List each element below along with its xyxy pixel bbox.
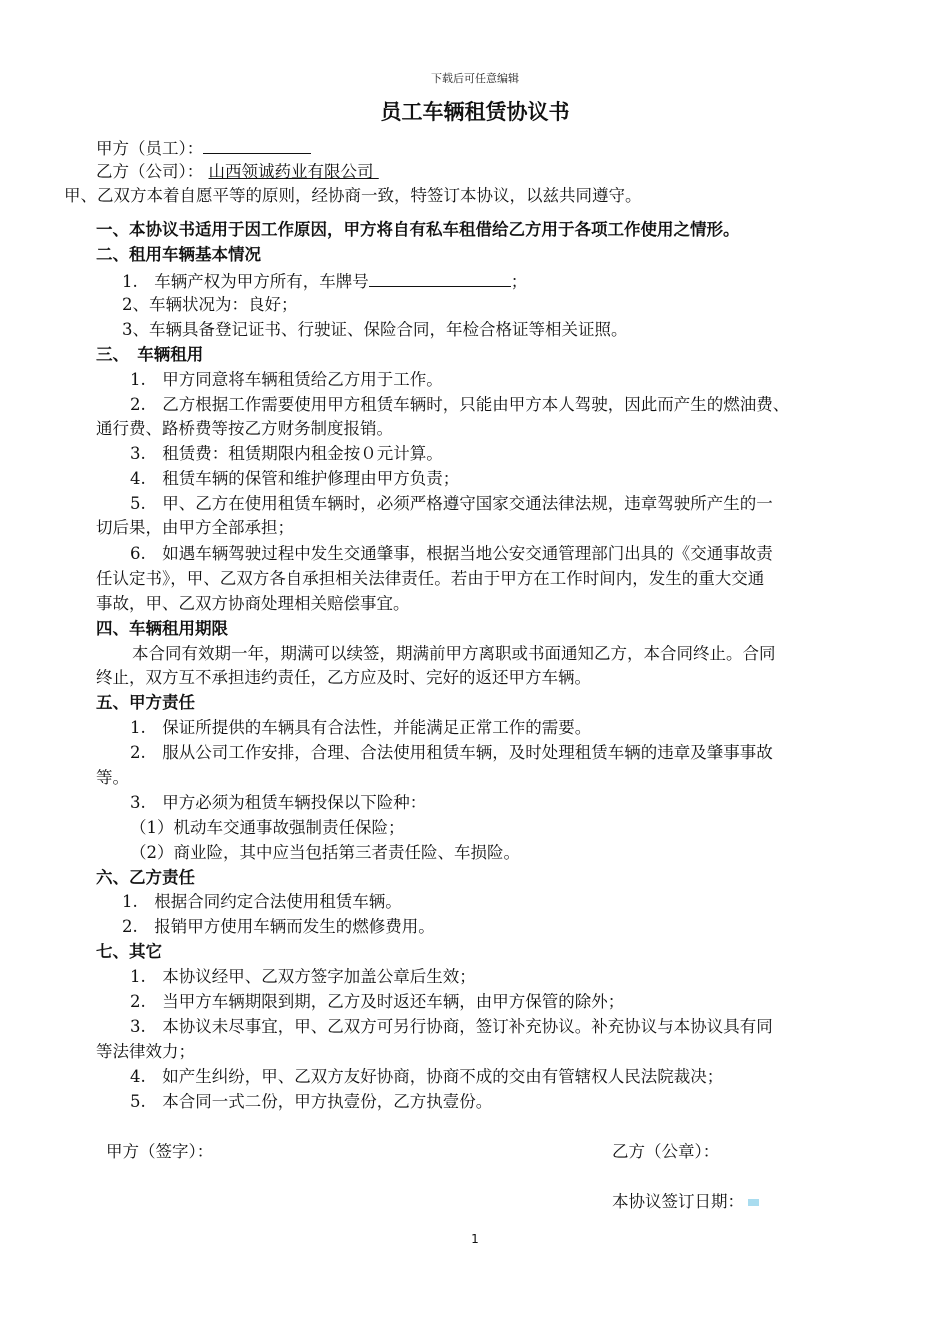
section-7-heading: 七、其它 [96,942,162,961]
signing-date: 本协议签订日期： [612,1190,759,1214]
page-number: 1 [471,1232,479,1246]
section-1: 一、本协议书适用于因工作原因，甲方将自有私车租借给乙方用于各项工作使用之情形。 [96,220,740,239]
section-2-item-1: 1. 车辆产权为甲方所有，车牌号 ； [122,268,527,294]
party-a-blank[interactable] [203,135,311,154]
section-3-item-5: 5. 甲、乙方在使用租赁车辆时，必须严格遵守国家交通法律法规，违章驾驶所产生的一 [130,494,773,513]
section-3-item-5-cont: 切后果，由甲方全部承担； [96,518,294,537]
section-3-item-1: 1. 甲方同意将车辆租赁给乙方用于工作。 [130,370,443,389]
header-note: 下载后可任意编辑 [431,72,519,85]
section-7-item-3-cont: 等法律效力； [96,1042,195,1061]
section-3-item-3: 3. 租赁费：租赁期限内租金按０元计算。 [130,444,443,463]
section-7-item-4: 4. 如产生纠纷，甲、乙双方友好协商，协商不成的交由有管辖权人民法院裁决； [130,1067,724,1086]
section-2-item-2: 2、车辆状况为：良好； [122,295,298,314]
date-highlight-marker [748,1199,759,1206]
plate-number-blank[interactable] [369,268,511,287]
section-6-item-1: 1. 根据合同约定合法使用租赁车辆。 [122,892,402,911]
section-7-item-3: 3. 本协议未尽事宜，甲、乙双方可另行协商，签订补充协议。补充协议与本协议具有同 [130,1017,773,1036]
intro-text: 甲、乙双方本着自愿平等的原则，经协商一致，特签订本协议，以兹共同遵守。 [64,186,642,205]
section-5-item-1: 1. 保证所提供的车辆具有合法性，并能满足正常工作的需要。 [130,718,592,737]
section-3-heading: 三、 车辆租用 [96,345,204,364]
section-7-item-1: 1. 本协议经甲、乙双方签字加盖公章后生效； [130,967,476,986]
section-2-heading: 二、租用车辆基本情况 [96,245,261,264]
section-5-item-2: 2. 服从公司工作安排，合理、合法使用租赁车辆，及时处理租赁车辆的违章及肇事事故 [130,743,773,762]
section-3-item-6-cont2: 事故，甲、乙双方协商处理相关赔偿事宜。 [96,594,410,613]
section-4-text: 本合同有效期一年，期满可以续签，期满前甲方离职或书面通知乙方，本合同终止。合同 [132,644,776,663]
section-7-item-2: 2. 当甲方车辆期限到期，乙方及时返还车辆，由甲方保管的除外； [130,992,625,1011]
section-4-heading: 四、车辆租用期限 [96,619,228,638]
section-3-item-4: 4. 租赁车辆的保管和维护修理由甲方负责； [130,469,460,488]
section-6-item-2: 2. 报销甲方使用车辆而发生的燃修费用。 [122,917,435,936]
section-4-text-cont: 终止，双方互不承担违约责任，乙方应及时、完好的返还甲方车辆。 [96,668,591,687]
section-3-item-6: 6. 如遇车辆驾驶过程中发生交通肇事，根据当地公安交通管理部门出具的《交通事故责 [130,544,773,563]
section-5-heading: 五、甲方责任 [96,693,195,712]
document-title: 员工车辆租赁协议书 [380,100,570,124]
section-2-item-3: 3、车辆具备登记证书、行驶证、保险合同，年检合格证等相关证照。 [122,320,628,339]
section-3-item-6-cont1: 任认定书》，甲、乙双方各自承担相关法律责任。若由于甲方在工作时间内，发生的重大交通 [96,569,765,588]
section-5-item-2-cont: 等。 [96,768,129,787]
section-3-item-2: 2. 乙方根据工作需要使用甲方租赁车辆时，只能由甲方本人驾驶，因此而产生的燃油费、 [130,395,790,414]
section-3-item-2-cont: 通行费、路桥费等按乙方财务制度报销。 [96,419,393,438]
section-5-subitem-1: （1）机动车交通事故强制责任保险； [130,818,405,837]
section-5-item-3: 3. 甲方必须为租赁车辆投保以下险种： [130,793,427,812]
party-b-line: 乙方（公司）： 山西领诚药业有限公司 [96,162,374,181]
section-7-item-5: 5. 本合同一式二份，甲方执壹份，乙方执壹份。 [130,1092,493,1111]
section-6-heading: 六、乙方责任 [96,868,195,887]
party-b-name: 山西领诚药业有限公司 [208,162,374,181]
seal-party-b: 乙方（公章）： [612,1142,720,1161]
signature-party-a: 甲方（签字）： [106,1142,214,1161]
party-a-line: 甲方（员工）： [96,135,311,161]
section-5-subitem-2: （2）商业险，其中应当包括第三者责任险、车损险。 [130,843,520,862]
